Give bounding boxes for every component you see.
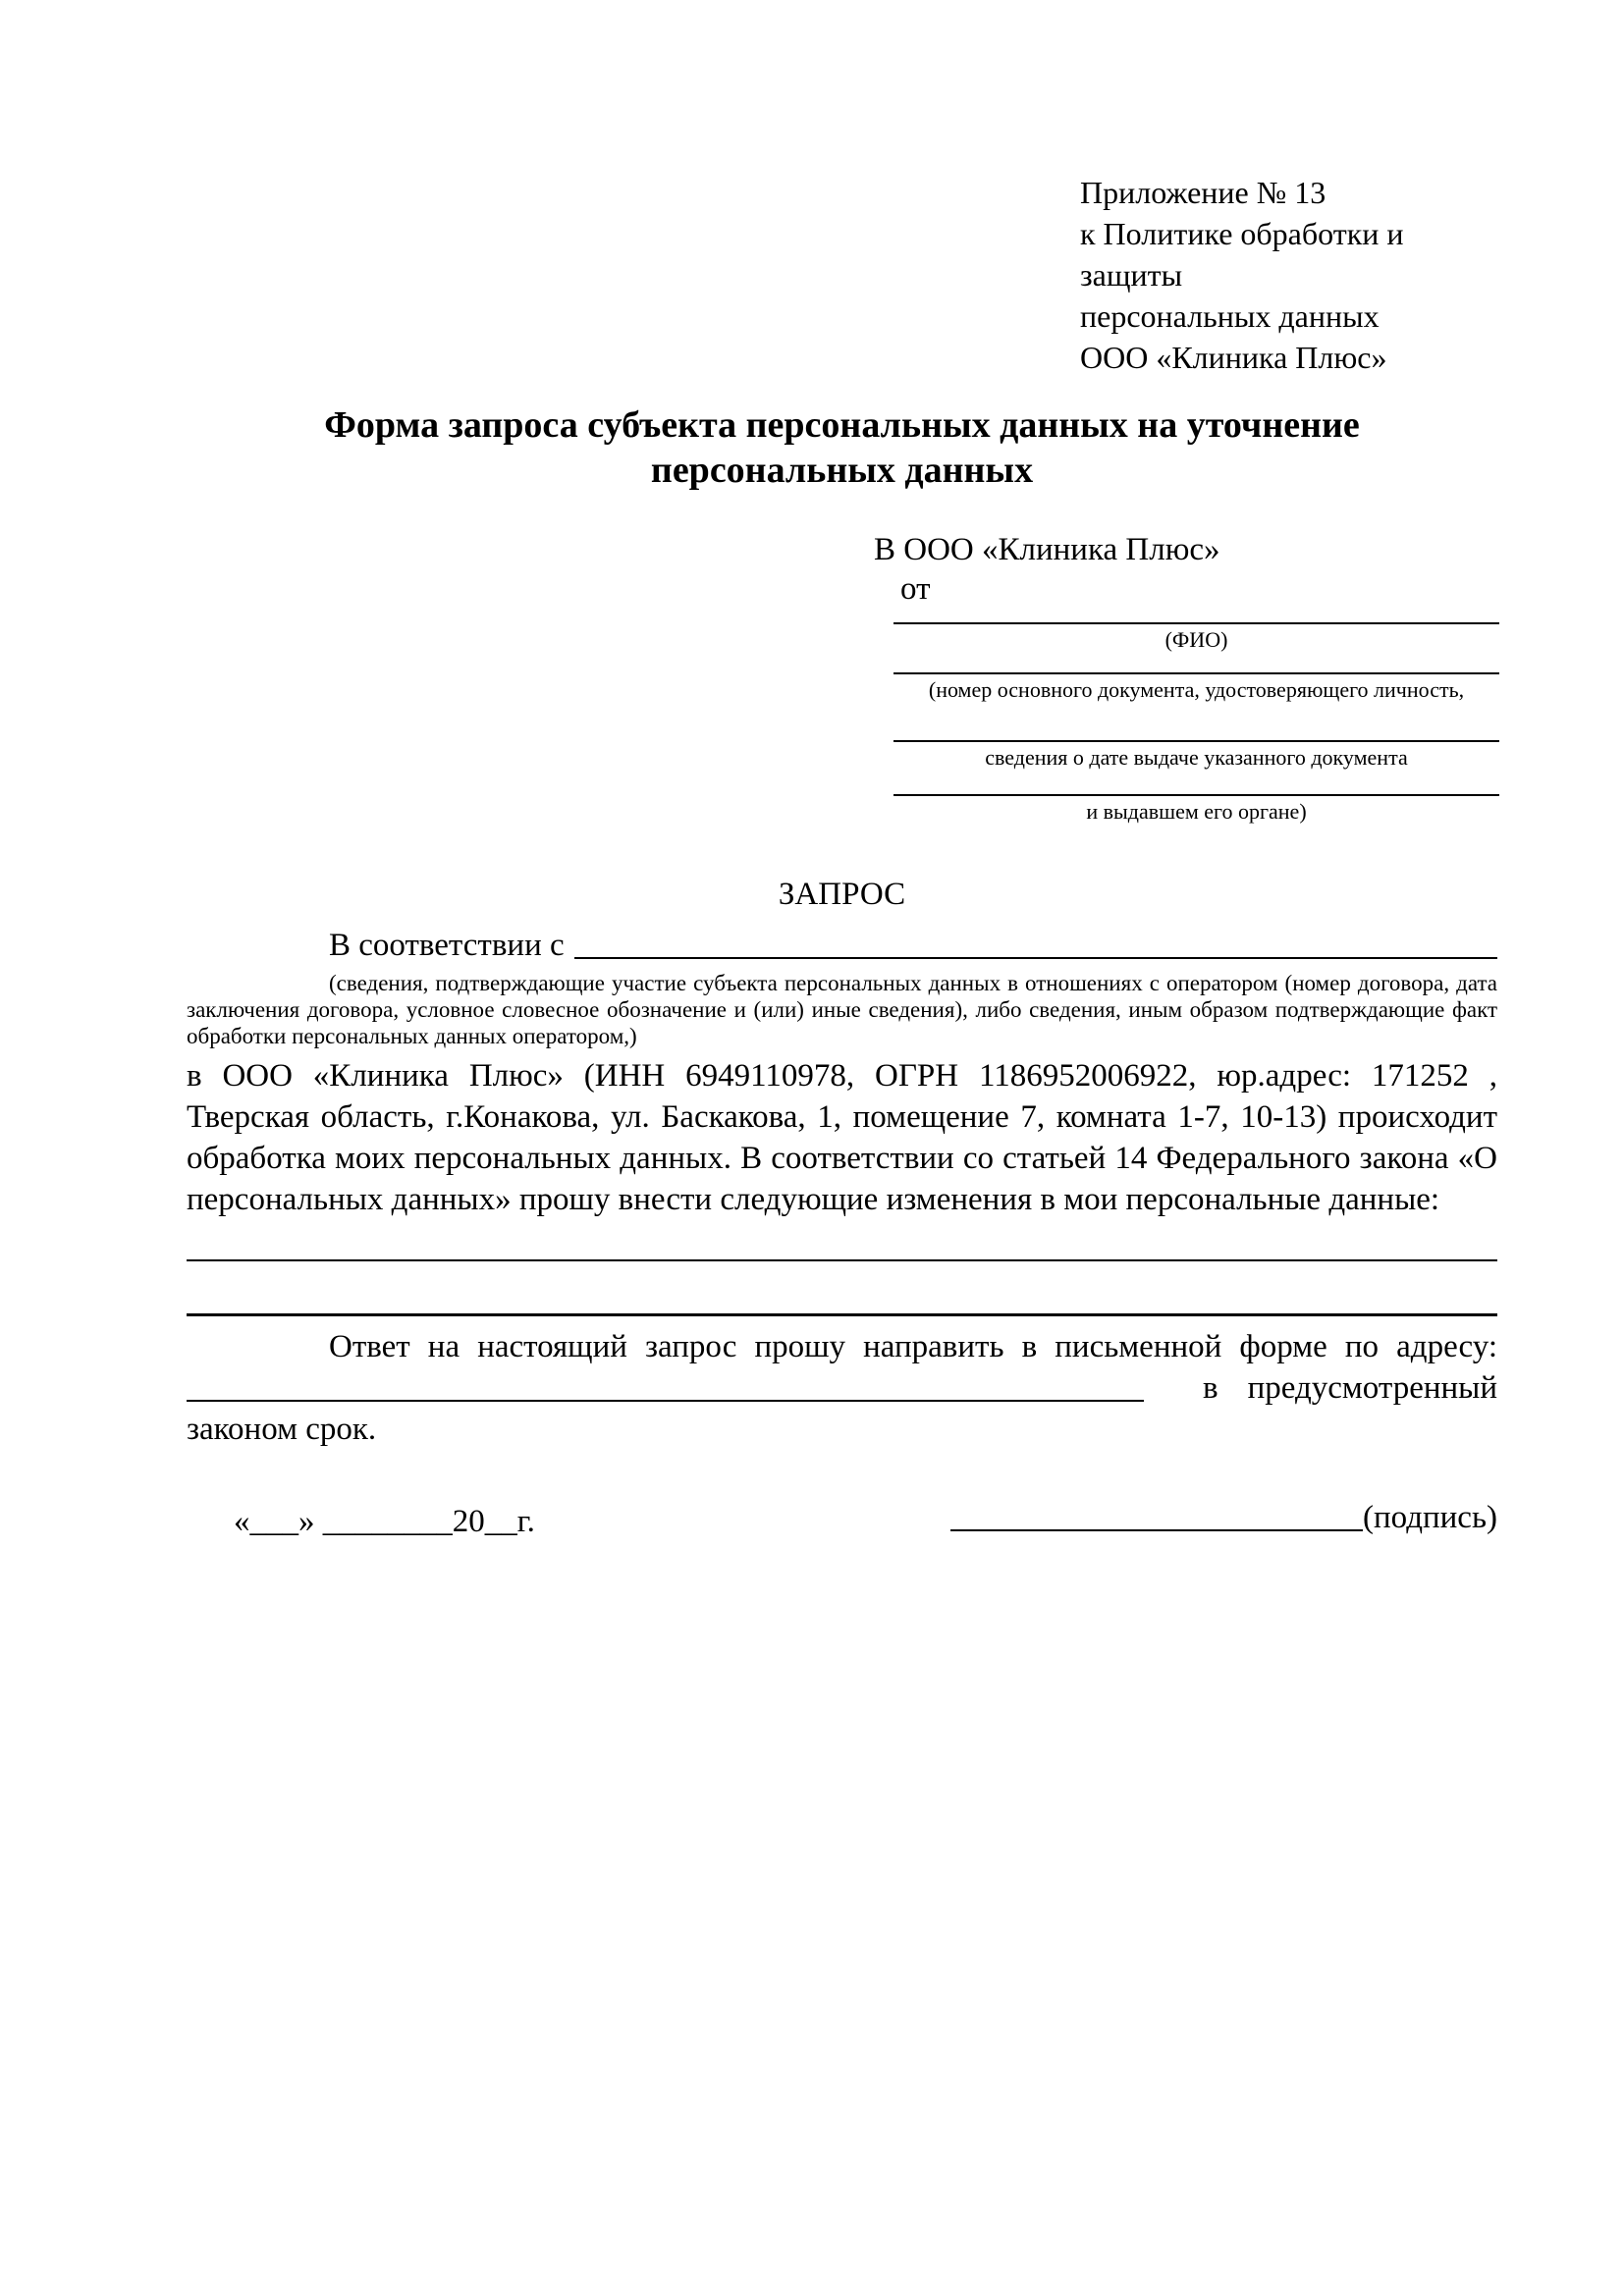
fio-caption: (ФИО) — [1164, 627, 1228, 652]
document-title: Форма запроса субъекта персональных данных на уточнение персональных данных — [324, 404, 1360, 491]
issuing-authority-caption: и выдавшем его органе) — [1086, 799, 1307, 824]
issue-date-blank-line — [893, 728, 1499, 742]
field-issuing-authority — [893, 782, 1499, 825]
signature-blank-line — [950, 1529, 1363, 1531]
reply-paragraph-end: законом срок. — [187, 1412, 377, 1447]
body-paragraph: в ООО «Клиника Плюс» (ИНН 6949110978, ОГРН 1186952006922, юр.адрес: 171252 , Тверская область, г.Конакова, ул. Баскакова, 1, помещение 7, комната 1-7, 10-13) происходит обработка моих персональных данных. В соответствии со статьей 14 Федерального закона «О персональных данных» прошу внести следующие изменения в мои персональные данные: — [187, 1058, 1497, 1217]
date-signature-row — [187, 1497, 1497, 1542]
fio-blank-line — [893, 611, 1499, 624]
accordance-lead: В соответствии с — [329, 928, 565, 963]
field-issue-date — [893, 728, 1499, 771]
header-line: ООО «Клиника Плюс» — [1080, 340, 1387, 375]
field-document-number — [893, 661, 1499, 703]
document-header — [1080, 172, 1497, 378]
recipient-fields — [893, 611, 1499, 825]
changes-blank-line-1 — [187, 1220, 1497, 1261]
field-fio — [893, 611, 1499, 653]
recipient-to: В ООО «Клиника Плюс» — [874, 532, 1220, 567]
signature-caption: (подпись) — [1363, 1500, 1497, 1535]
document-number-caption: (номер основного документа, удостоверяющего личность, — [928, 677, 1465, 702]
recipient-block — [874, 530, 1497, 609]
address-blank-line — [187, 1367, 1144, 1402]
issuing-authority-blank-line — [893, 782, 1499, 796]
reply-address-row — [187, 1367, 1497, 1409]
reply-paragraph-lead: Ответ на настоящий запрос прошу направить в письменной форме по адресу: — [329, 1329, 1497, 1364]
accordance-blank-line — [574, 925, 1497, 959]
date-line: «___» ________20__г. — [234, 1504, 535, 1539]
reply-paragraph-tail: в предусмотренный — [1203, 1370, 1497, 1406]
signature-group — [950, 1497, 1497, 1538]
document-number-blank-line — [893, 661, 1499, 674]
header-line: персональных данных — [1080, 298, 1380, 334]
changes-blank-line-2 — [187, 1261, 1497, 1316]
issue-date-caption: сведения о дате выдаче указанного документа — [985, 745, 1408, 770]
accordance-note: (сведения, подтверждающие участие субъекта персональных данных в отношениях с оператором (номер договора, дата заключения договора, условное словесное обозначение и (или) иные сведения), либо сведения, иным образом подтверждающие факт обработки персональных данных оператором,) — [187, 971, 1497, 1048]
recipient-from-label: от — [900, 571, 931, 607]
accordance-row — [187, 925, 1497, 966]
request-heading: ЗАПРОС — [778, 877, 906, 912]
header-line: Приложение № 13 — [1080, 175, 1326, 210]
header-line: к Политике обработки и защиты — [1080, 216, 1404, 293]
